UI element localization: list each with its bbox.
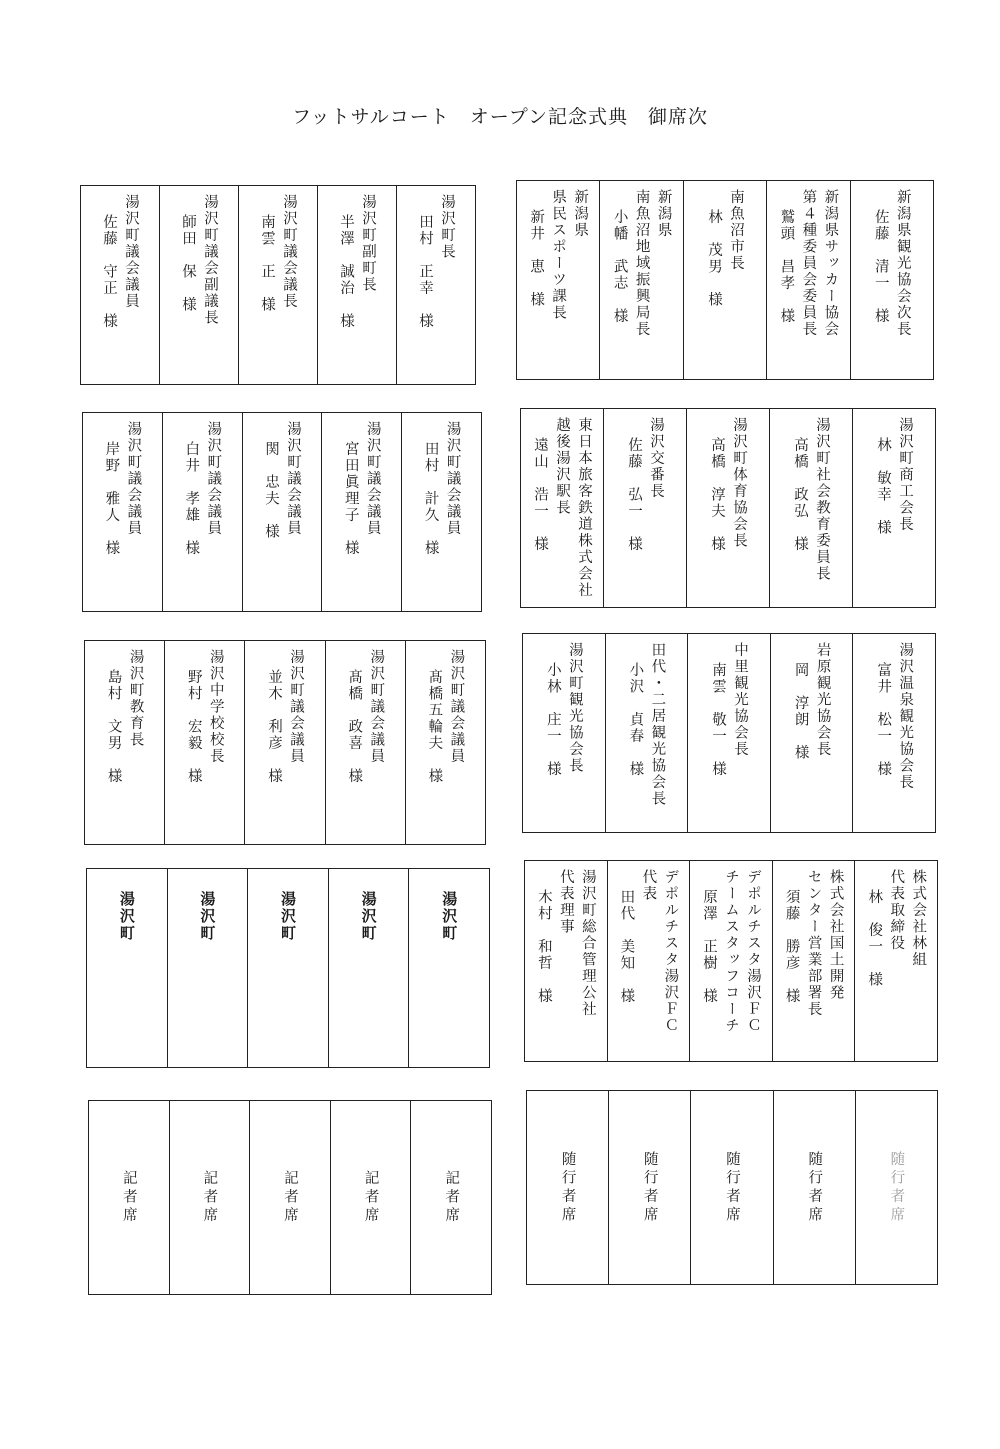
seat-title: 湯沢町議会議員 — [125, 421, 142, 537]
seat-cell — [401, 413, 481, 611]
seat-cell — [605, 634, 688, 832]
seat-title: 湯沢町社会教育委員長 — [814, 417, 830, 582]
seat-title: 湯沢町議会議長 — [281, 194, 297, 310]
seat-guest-name: 佐藤 清一 様 — [872, 209, 889, 325]
seat-guest-name: 須藤 勝彦 様 — [783, 889, 800, 1005]
seat-title: 代表理事 — [557, 869, 574, 935]
seat-cell — [242, 413, 322, 611]
seat-guest-name: 島村 文男 様 — [105, 669, 122, 785]
seat-title: 湯沢交番長 — [648, 417, 664, 500]
seat-title: 随行者席 — [641, 1150, 658, 1225]
seat-cell — [599, 181, 682, 379]
seat-guest-name: 原澤 正樹 様 — [701, 889, 718, 1005]
seat-guest-name: 野村 宏毅 様 — [185, 669, 202, 785]
seat-title: 湯沢町 — [198, 891, 217, 942]
seat-guest-name: 高橋 政弘 様 — [792, 437, 808, 553]
seat-cell — [396, 186, 475, 384]
seating-block-r2 — [520, 408, 936, 608]
seat-guest-name: 木村 和哲 様 — [535, 889, 552, 1005]
seat-cell — [770, 634, 853, 832]
seat-cell — [687, 634, 770, 832]
seat-guest-name: 林 俊一 様 — [866, 889, 883, 988]
seat-cell — [317, 186, 396, 384]
seat-cell — [89, 1101, 169, 1294]
seat-title: 代表 — [640, 869, 657, 902]
seat-cell — [517, 181, 599, 379]
seat-cell — [690, 1091, 772, 1284]
seat-title: 東日本旅客鉄道株式会社 — [576, 417, 592, 599]
seat-cell — [164, 641, 244, 844]
seat-title: 新潟県サッカー協会 — [822, 189, 839, 338]
seat-title: 株式会社林組 — [910, 869, 927, 968]
seat-cell — [321, 413, 401, 611]
seat-title: 湯沢町長 — [439, 194, 455, 260]
seat-guest-name: 林 敏幸 様 — [875, 437, 891, 536]
seat-cell — [527, 1091, 608, 1284]
seat-title: 代表取締役 — [888, 869, 905, 952]
seat-title: 株式会社国土開発 — [827, 869, 844, 1001]
seat-cell — [167, 869, 248, 1067]
seating-block-r4 — [524, 860, 938, 1062]
seat-title: 記者席 — [201, 1169, 218, 1226]
seat-cell — [169, 1101, 250, 1294]
seat-cell — [325, 641, 405, 844]
seat-cell — [408, 869, 489, 1067]
seat-cell — [686, 409, 769, 607]
seat-cell — [525, 861, 607, 1061]
seat-title: 湯沢町 — [440, 891, 459, 942]
seat-title: 記者席 — [362, 1169, 379, 1226]
seat-title: 田代・二居観光協会長 — [649, 642, 666, 807]
seat-cell — [854, 861, 937, 1061]
seat-title: 湯沢町教育長 — [127, 649, 144, 748]
seat-title: 湯沢町商工会長 — [897, 417, 913, 533]
seat-guest-name: 半澤 誠治 様 — [338, 214, 354, 330]
seating-block-l1 — [80, 185, 476, 385]
seat-cell — [608, 1091, 690, 1284]
seat-cell — [769, 409, 852, 607]
seating-block-r1 — [516, 180, 934, 380]
seat-title: センター営業部署長 — [805, 869, 822, 1018]
seat-title: 湯沢町議会議員 — [285, 421, 301, 537]
seat-cell — [244, 641, 324, 844]
seat-title: 記者席 — [282, 1169, 299, 1226]
seat-guest-name: 鷲頭 昌孝 様 — [778, 209, 795, 325]
seat-title: 湯沢町体育協会長 — [731, 417, 747, 549]
seat-title: 湯沢町議会議員 — [123, 194, 139, 310]
seat-guest-name: 白井 孝雄 様 — [183, 441, 200, 557]
seat-title: 県民スポーツ課長 — [550, 189, 567, 321]
seat-guest-name: 髙橋五輪夫 様 — [426, 669, 443, 785]
seat-cell — [159, 186, 238, 384]
seating-block-l5 — [88, 1100, 492, 1295]
seat-guest-name: 遠山 浩一 様 — [532, 437, 548, 553]
seat-title: 南魚沼市長 — [727, 189, 744, 272]
seat-title: 湯沢町議会議員 — [287, 649, 304, 765]
seat-title: 湯沢町議会副議長 — [202, 194, 218, 326]
seat-title: 湯沢中学校校長 — [207, 649, 224, 765]
seat-title: 湯沢町 — [279, 891, 298, 942]
seat-cell — [683, 181, 766, 379]
seat-title: 湯沢町総合管理公社 — [579, 869, 596, 1018]
seat-cell — [773, 1091, 855, 1284]
seat-guest-name: 南雲 敬一 様 — [710, 662, 727, 778]
seat-cell — [603, 409, 686, 607]
seat-guest-name: 岡 淳朗 様 — [792, 662, 809, 761]
seat-title: 湯沢町議会議員 — [448, 649, 465, 765]
seat-guest-name: 髙橋 政喜 様 — [346, 669, 363, 785]
seat-guest-name: 富井 松一 様 — [875, 662, 892, 778]
seat-cell — [607, 861, 690, 1061]
seat-guest-name: 小林 庄一 様 — [544, 662, 561, 778]
seat-cell — [405, 641, 485, 844]
seat-title: 新潟県 — [572, 189, 589, 239]
seat-guest-name: 宮田眞理子 様 — [342, 441, 359, 557]
seat-title: 湯沢町観光協会長 — [566, 642, 583, 774]
seat-title: 岩原観光協会長 — [814, 642, 831, 758]
seat-guest-name: 南雲 正 様 — [259, 214, 275, 313]
seat-cell — [249, 1101, 330, 1294]
seat-guest-name: 林 茂男 様 — [705, 209, 722, 308]
seat-title: 随行者席 — [723, 1150, 740, 1225]
seat-title: デポルチスタ湯沢ＦＣ — [745, 869, 762, 1034]
seat-cell — [83, 413, 162, 611]
seat-cell — [328, 869, 409, 1067]
seat-title: 記者席 — [443, 1169, 460, 1226]
seat-title: 記者席 — [120, 1169, 137, 1226]
seat-title: 新潟県観光協会次長 — [894, 189, 911, 338]
seating-block-r5 — [526, 1090, 938, 1285]
seat-title: 随行者席 — [559, 1150, 576, 1225]
seat-guest-name: 並木 利彦 様 — [265, 669, 282, 785]
seat-title: 湯沢町議会議員 — [444, 421, 461, 537]
seat-guest-name: 岸野 雅人 様 — [103, 441, 120, 557]
seat-guest-name: 佐藤 守正 様 — [101, 214, 117, 330]
seat-cell — [852, 634, 935, 832]
seat-guest-name: 田村 計久 様 — [422, 441, 439, 557]
seat-title: 南魚沼地域振興局長 — [633, 189, 650, 338]
seat-cell — [238, 186, 317, 384]
seat-guest-name: 佐藤 弘一 様 — [626, 437, 642, 553]
seating-block-l2 — [82, 412, 482, 612]
seat-title: 第４種委員会委員長 — [800, 189, 817, 338]
seat-title: 湯沢町副町長 — [360, 194, 376, 293]
seat-guest-name: 小沢 貞春 様 — [627, 662, 644, 778]
seating-block-l3 — [84, 640, 486, 845]
seat-cell — [689, 861, 772, 1061]
seat-title: 湯沢町 — [117, 891, 136, 942]
seat-cell — [850, 181, 933, 379]
seat-title: 随行者席 — [806, 1150, 823, 1225]
seat-cell — [523, 634, 605, 832]
seat-title: 湯沢町議会議員 — [205, 421, 222, 537]
seat-cell — [855, 1091, 937, 1284]
seating-block-r3 — [522, 633, 936, 833]
seat-title: デポルチスタ湯沢ＦＣ — [662, 869, 679, 1034]
seat-title: 湯沢町 — [359, 891, 378, 942]
seat-title: 中里観光協会長 — [732, 642, 749, 758]
seat-cell — [410, 1101, 491, 1294]
seat-cell — [81, 186, 159, 384]
seat-title: 随行者席 — [888, 1150, 905, 1225]
seat-cell — [87, 869, 167, 1067]
page-title: フットサルコート オープン記念式典 御席次 — [291, 106, 708, 128]
seat-title: 湯沢町議会議員 — [368, 649, 385, 765]
seat-title: 湯沢温泉観光協会長 — [897, 642, 914, 791]
seat-cell — [85, 641, 164, 844]
seat-guest-name: 師田 保 様 — [180, 214, 196, 313]
seat-cell — [766, 181, 849, 379]
seat-guest-name: 田代 美知 様 — [618, 889, 635, 1005]
seat-cell — [247, 869, 328, 1067]
seat-cell — [330, 1101, 411, 1294]
seat-title: 湯沢町議会議員 — [364, 421, 381, 537]
seat-guest-name: 高橋 淳夫 様 — [709, 437, 725, 553]
seat-guest-name: 新井 恵 様 — [528, 209, 545, 308]
seat-cell — [772, 861, 855, 1061]
seat-title: 越後湯沢駅長 — [554, 417, 570, 516]
seat-cell — [521, 409, 603, 607]
seat-guest-name: 田村 正幸 様 — [417, 214, 433, 330]
seating-block-l4 — [86, 868, 490, 1068]
seat-title: 新潟県 — [655, 189, 672, 239]
seat-guest-name: 関 忠夫 様 — [263, 441, 279, 540]
seat-cell — [852, 409, 935, 607]
seat-title: チームスタッフコーチ — [723, 869, 740, 1034]
seat-cell — [162, 413, 242, 611]
seat-guest-name: 小幡 武志 様 — [611, 209, 628, 325]
